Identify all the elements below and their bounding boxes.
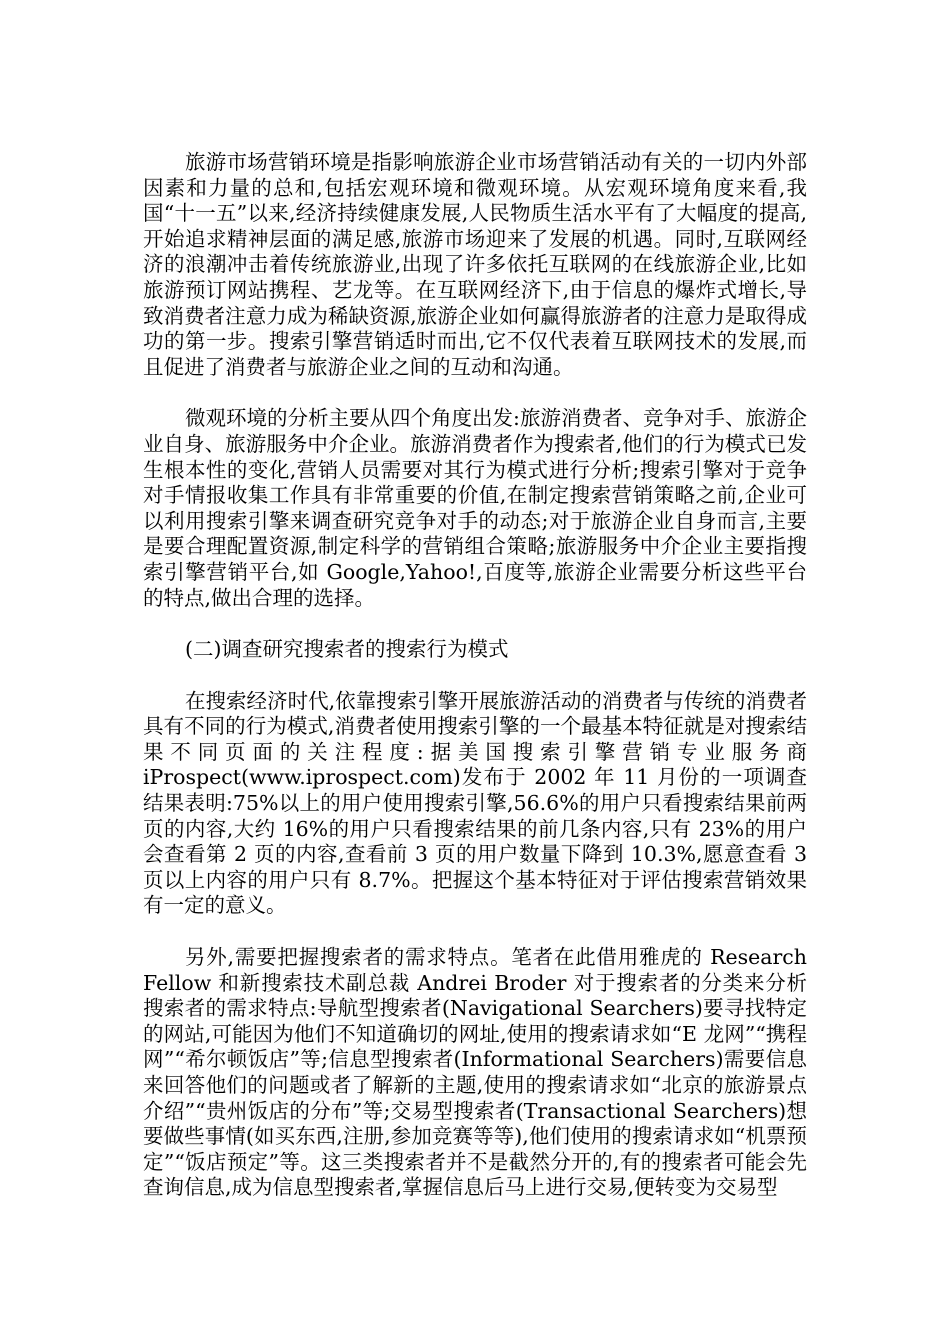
paragraph-marketing-environment: 旅游市场营销环境是指影响旅游企业市场营销活动有关的一切内外部因素和力量的总和,包括宏观环境和微观环境。从宏观环境角度来看,我国“十一五”以来,经济持续健康发展,人民物质生活水平有了大幅度的提高,开始追求精神层面的满足感,旅游市场迎来了发展的机遇。同时,互联网经济的浪潮冲击着传统旅游业,出现了许多依托互联网的在线旅游企业,比如旅游预订网站携程、艺龙等。在互联网经济下,由于信息的爆炸式增长,导致消费者注意力成为稀缺资源,旅游企业如何赢得旅游者的注意力是取得成功的第一步。搜索引擎营销适时而出,它不仅代表着互联网技术的发展,而且促进了消费者与旅游企业之间的互动和沟通。 xyxy=(143,150,807,379)
paragraph-searcher-needs: 另外,需要把握搜索者的需求特点。笔者在此借用雅虎的 Research Fellow 和新搜索技术副总裁 Andrei Broder 对于搜索者的分类来分析搜索者的需求特点:导航型搜索者(Navigational Searchers)要寻找特定的网站,可能因为他们不知道确切的网址,使用的搜索请求如“E 龙网”“携程网”“希尔顿饭店”等;信息型搜索者(Informational Searchers)需要信息来回答他们的问题或者了解新的主题,使用的搜索请求如“北京的旅游景点介绍”“贵州饭店的分布”等;交易型搜索者(Transactional Searchers)想要做些事情(如买东西,注册,参加竞赛等等),他们使用的搜索请求如“机票预定”“饭店预定”等。这三类搜索者并不是截然分开的,有的搜索者可能会先查询信息,成为信息型搜索者,掌握信息后马上进行交易,便转变为交易型 xyxy=(143,945,807,1200)
document-page xyxy=(143,150,807,1201)
paragraph-micro-environment: 微观环境的分析主要从四个角度出发:旅游消费者、竞争对手、旅游企业自身、旅游服务中介企业。旅游消费者作为搜索者,他们的行为模式已发生根本性的变化,营销人员需要对其行为模式进行分析;搜索引擎对于竞争对手情报收集工作具有非常重要的价值,在制定搜索营销策略之前,企业可以利用搜索引擎来调查研究竞争对手的动态;对于旅游企业自身而言,主要是要合理配置资源,制定科学的营销组合策略;旅游服务中介企业主要指搜索引擎营销平台,如 Google,Yahoo!,百度等,旅游企业需要分析这些平台的特点,做出合理的选择。 xyxy=(143,406,807,610)
section-heading: (二)调查研究搜索者的搜索行为模式 xyxy=(185,637,509,662)
paragraph-search-behavior: 在搜索经济时代,依靠搜索引擎开展旅游活动的消费者与传统的消费者具有不同的行为模式,消费者使用搜索引擎的一个最基本特征就是对搜索结果不同页面的关注程度:据美国搜索引擎营销专业服务商 iProspect(www.iprospect.com)发布于 2002 年 11 月份的一项调查结果表明:75%以上的用户使用搜索引擎,56.6%的用户只看搜索结果前两页的内容,大约 16%的用户只看搜索结果的前几条内容,只有 23%的用户会查看第 2 页的内容,查看前 3 页的用户数量下降到 10.3%,愿意查看 3 页以上内容的用户只有 8.7%。把握这个基本特征对于评估搜索营销效果有一定的意义。 xyxy=(143,688,807,918)
